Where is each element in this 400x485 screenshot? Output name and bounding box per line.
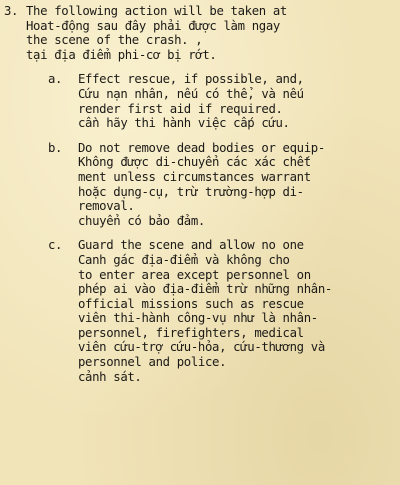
item-c-line: Canh gác địa-điểm và không cho [78,252,290,267]
section-line: Hoat-động sau đây phải được làm ngay [26,18,280,33]
item-a-line: Cứu nạn nhân, nếu có thể, và nếu [78,86,304,101]
item-c-line: official missions such as rescue [78,296,304,311]
item-c-line: viên cứu-trợ cứu-hỏa, cứu-thương và [78,340,325,355]
item-b-line: ment unless circumstances warrant [78,169,311,184]
item-b-line: chuyển có bảo đảm. [78,213,205,228]
spacer [4,131,396,141]
item-a-line: cần hãy thi hành việc cấp cứu. [78,116,290,131]
item-b-line: removal. [78,199,135,214]
item-c-line: viên thi-hành công-vụ như là nhân- [78,311,318,326]
item-b-line: Không được di-chuyển các xác chết [78,155,311,170]
document-text [4,4,396,384]
section-text: The following action will be taken at [26,4,287,18]
item-c-line: cảnh sát. [78,369,142,384]
item-c-label: c. [48,238,63,253]
item-a-line: render first aid if required. [78,101,283,116]
item-b-line [4,141,396,156]
item-c-line: personnel and police. [78,355,227,370]
spacer [4,62,396,72]
item-b-line: hoặc dụng-cụ, trừ trường-hợp di- [78,184,304,199]
section-line [4,4,396,19]
item-c-text: Guard the scene and allow no one [78,238,304,253]
item-a-text: Effect rescue, if possible, and, [78,72,304,87]
item-b-label: b. [48,140,63,155]
item-c-line: phép ai vào địa-điểm trừ những nhân- [78,282,332,297]
item-b-text: Do not remove dead bodies or equip- [78,140,325,155]
item-c-line [4,238,396,253]
item-c-line: personnel, firefighters, medical [78,325,304,340]
item-a-line [4,72,396,87]
item-c-line: to enter area except personnel on [78,267,311,282]
item-a-label: a. [48,72,63,87]
section-line: the scene of the crash. , [26,33,203,48]
spacer [4,228,396,238]
section-line: tại địa điểm phi-cơ bị rớt. [26,47,217,62]
section-number: 3. [4,4,19,18]
